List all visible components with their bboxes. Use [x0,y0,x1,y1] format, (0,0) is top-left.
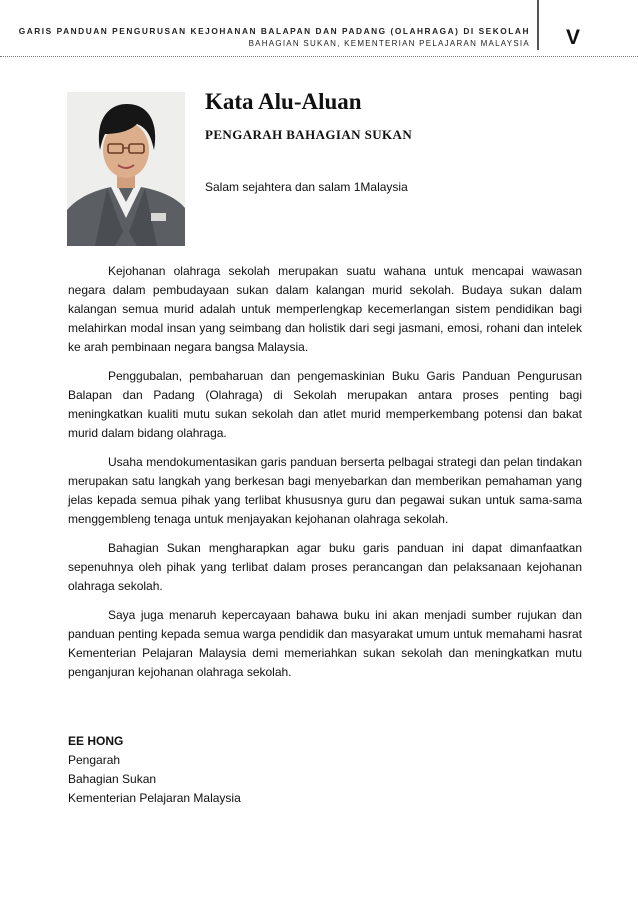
paragraph: Kejohanan olahraga sekolah merupakan suatu wahana untuk mencapai wawasan negara dalam pembudayaan sukan dalam kalangan murid sekolah. Budaya sukan dalam kalangan semua murid adalah untuk memperlengkap kecemerlangan sistem pendidikan bagi melahirkan modal insan yang seimbang dan holistik dari segi jasmani, emosi, rohani dan intelek ke arah pembinaan negara bangsa Malaysia. [68,264,582,354]
portrait-photo-icon [67,92,185,246]
director-portrait-photo [67,92,185,246]
header-document-title: GARIS PANDUAN PENGURUSAN KEJOHANAN BALAPAN DAN PADANG (OLAHRAGA) DI SEKOLAH [18,26,530,36]
letter-body [68,262,582,692]
signature-block [68,732,241,808]
paragraph: Bahagian Sukan mengharapkan agar buku garis panduan ini dapat dimanfaatkan sepenuhnya oleh pihak yang terlibat dalam proses perancangan dan pelaksanaan kejohanan olahraga sekolah. [68,541,582,593]
signatory-position: Pengarah [68,753,121,767]
header-divider [537,0,539,50]
signatory-name: EE HONG [68,734,124,748]
signatory-division: Bahagian Sukan [68,772,157,786]
page-title: Kata Alu-Aluan [205,89,362,114]
paragraph: Penggubalan, pembaharuan dan pengemaskinian Buku Garis Panduan Pengurusan Balapan dan Padang (Olahraga) di Sekolah merupakan antara proses penting bagi meningkatkan kualiti mutu sukan sekolah dan atlet murid memperkembang potensi dan bakat murid dalam bidang olahraga. [68,369,582,440]
paragraph: Usaha mendokumentasikan garis panduan berserta pelbagai strategi dan pelan tindakan merupakan satu langkah yang berkesan bagi menyebarkan dan memberikan pemahaman yang jelas kepada semua pihak yang terlibat khususnya guru dan pegawai sukan untuk sama-sama menggembleng tenaga untuk menjayakan kejohanan olahraga sekolah. [68,455,582,526]
signatory-ministry: Kementerian Pelajaran Malaysia [68,791,241,805]
page-subtitle: PENGARAH BAHAGIAN SUKAN [205,127,413,142]
greeting-line: Salam sejahtera dan salam 1Malaysia [205,180,408,194]
header-ministry: BAHAGIAN SUKAN, KEMENTERIAN PELAJARAN MALAYSIA [248,39,530,48]
paragraph: Saya juga menaruh kepercayaan bahawa buku ini akan menjadi sumber rujukan dan panduan penting kepada semua warga pendidik dan masyarakat umum untuk memahami hasrat Kementerian Pelajaran Malaysia demi memeriahkan sukan sekolah dan meningkatkan mutu penganjuran kejohanan olahraga sekolah. [68,608,582,679]
header-dotted-rule [0,56,638,57]
page-number: V [566,26,581,49]
